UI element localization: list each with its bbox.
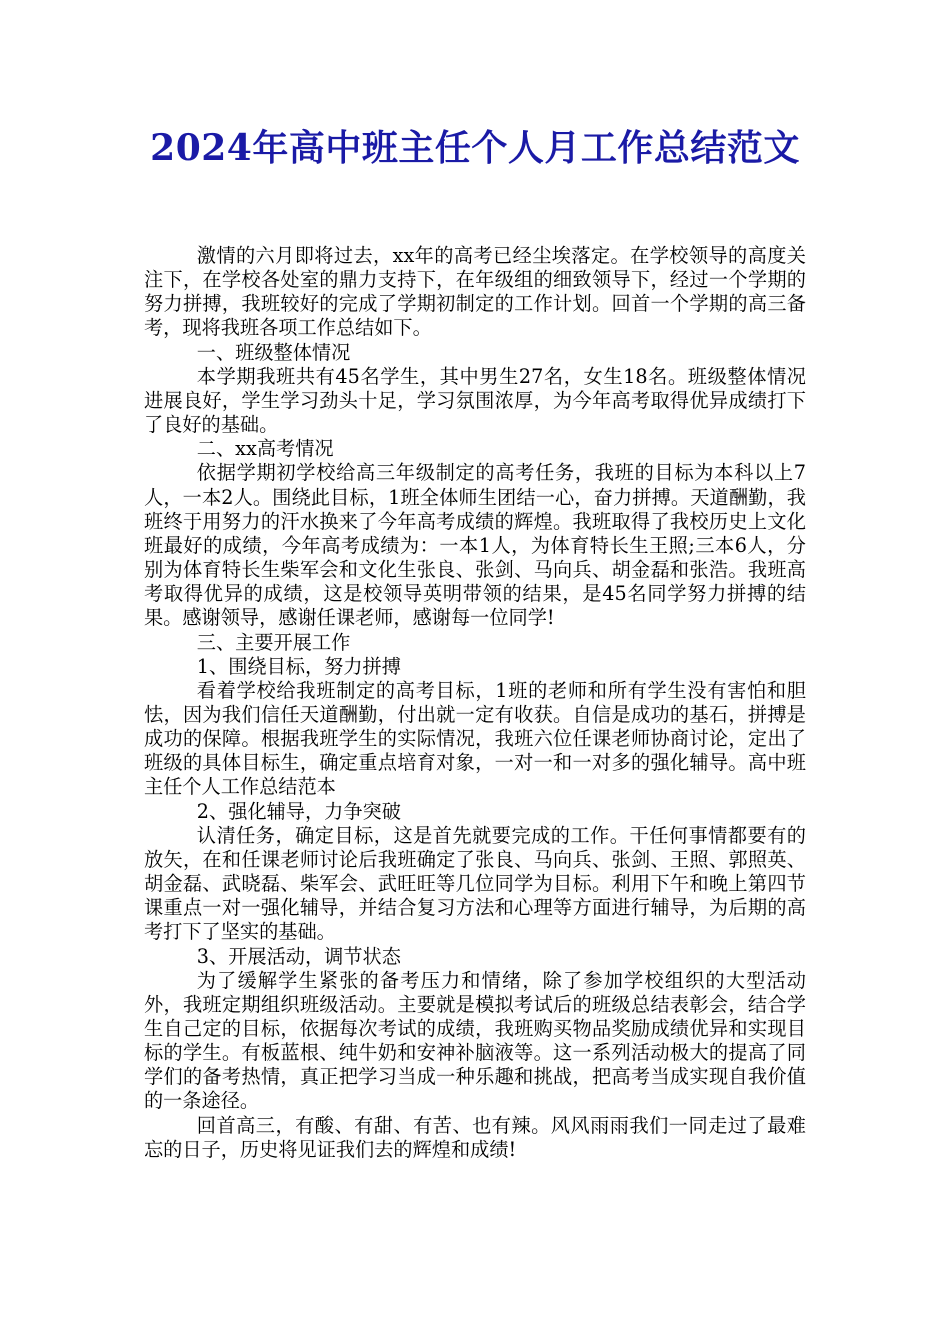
section-heading-exam-results: 二、xx高考情况	[196, 437, 334, 461]
subheading-goal: 1、围绕目标，努力拼搏	[196, 654, 401, 678]
document-body	[144, 244, 806, 1162]
goal-paragraph: 看着学校给我班制定的高考目标，1班的老师和所有学生没有害怕和胆怯，因为我们信任天道酬勤，付出就一定有收获。自信是成功的基石，拼搏是成功的保障。根据我班学生的实际情况，我班六位任课老师协商讨论，定出了班级的具体目标生，确定重点培育对象，一对一和一对多的强化辅导。高中班主任个人工作总结范本	[144, 678, 806, 799]
tutoring-paragraph: 认清任务，确定目标，这是首先就要完成的工作。干任何事情都要有的放矢，在和任课老师讨论后我班确定了张良、马向兵、张剑、王照、郭照英、胡金磊、武晓磊、柴军会、武旺旺等几位同学为目标。利用下午和晚上第四节课重点一对一强化辅导，并结合复习方法和心理等方面进行辅导，为后期的高考打下了坚实的基础。	[144, 823, 806, 944]
subheading-activities: 3、开展活动，调节状态	[196, 944, 401, 968]
closing-paragraph: 回首高三，有酸、有甜、有苦、也有辣。风风雨雨我们一同走过了最难忘的日子，历史将见证我们去的辉煌和成绩!	[144, 1113, 806, 1161]
activities-paragraph: 为了缓解学生紧张的备考压力和情绪，除了参加学校组织的大型活动外，我班定期组织班级活动。主要就是模拟考试后的班级总结表彰会，结合学生自己定的目标，依据每次考试的成绩，我班购买物品奖励成绩优异和实现目标的学生。有板蓝根、纯牛奶和安神补脑液等。这一系列活动极大的提高了同学们的备考热情，真正把学习当成一种乐趣和挑战，把高考当成实现自我价值的一条途径。	[144, 968, 806, 1113]
section-heading-class-overview: 一、班级整体情况	[196, 340, 351, 364]
exam-results-paragraph: 依据学期初学校给高三年级制定的高考任务，我班的目标为本科以上7人，一本2人。围绕此目标，1班全体师生团结一心，奋力拼搏。天道酬勤，我班终于用努力的汗水换来了今年高考成绩的辉煌。我班取得了我校历史上文化班最好的成绩，今年高考成绩为：一本1人，为体育特长生王照;三本6人，分别为体育特长生柴军会和文化生张良、张剑、马向兵、胡金磊和张浩。我班高考取得优异的成绩，这是校领导英明带领的结果，是45名同学努力拼搏的结果。感谢领导，感谢任课老师，感谢每一位同学!	[144, 461, 806, 630]
intro-paragraph: 激情的六月即将过去，xx年的高考已经尘埃落定。在学校领导的高度关注下，在学校各处室的鼎力支持下，在年级组的细致领导下，经过一个学期的努力拼搏，我班较好的完成了学期初制定的工作计划。回首一个学期的高三备考，现将我班各项工作总结如下。	[144, 244, 806, 340]
class-overview-paragraph: 本学期我班共有45名学生，其中男生27名，女生18名。班级整体情况进展良好，学生学习劲头十足，学习氛围浓厚，为今年高考取得优异成绩打下了良好的基础。	[144, 364, 806, 437]
document-title: 2024年高中班主任个人月工作总结范文	[150, 127, 800, 169]
subheading-tutoring: 2、强化辅导，力争突破	[196, 799, 401, 823]
section-heading-main-work: 三、主要开展工作	[196, 630, 351, 654]
